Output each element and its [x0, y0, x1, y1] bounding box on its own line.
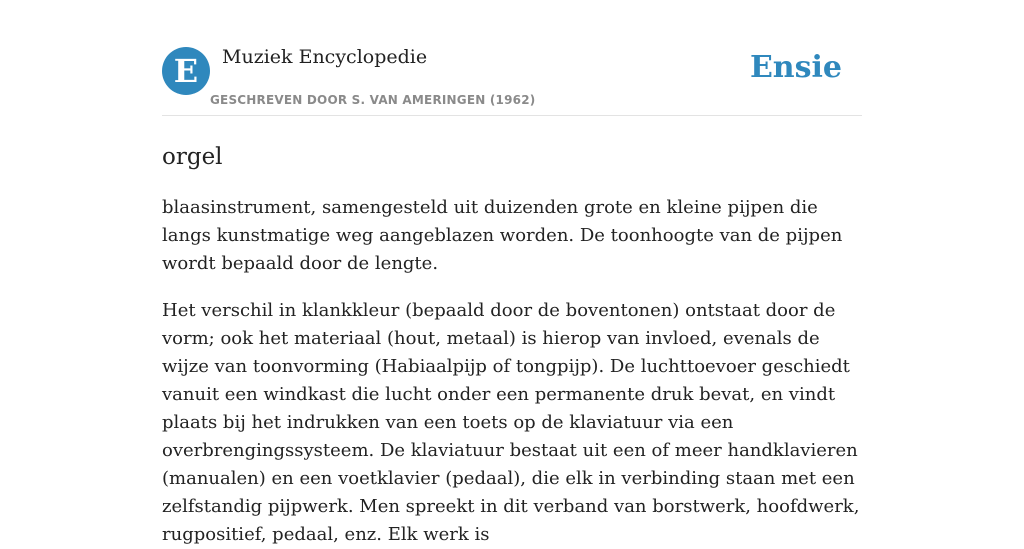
- author-line: GESCHREVEN DOOR S. VAN AMERINGEN (1962): [210, 93, 536, 107]
- book-title-link[interactable]: Muziek Encyclopedie: [222, 46, 428, 68]
- site-header: [162, 0, 862, 116]
- ensie-brand-logo[interactable]: Ensie: [749, 50, 842, 85]
- article-paragraph-1: blaasinstrument, samengesteld uit duizenden grote en kleine pijpen die langs kunstmatige weg aangeblazen worden. De toonhoogte van de pijpen wordt bepaald door de lengte.: [162, 197, 843, 274]
- content-container: [162, 0, 862, 549]
- article: [162, 142, 862, 549]
- entry-title: orgel: [162, 144, 223, 170]
- article-paragraph-2: Het verschil in klankkleur (bepaald door de boventonen) ontstaat door de vorm; ook het materiaal (hout, metaal) is hierop van invloed, evenals de wijze van toonvorming (Habiaalpijp of tongpijp). De luchttoevoer geschiedt vanuit een windkast die lucht onder een permanente druk bevat, en vindt plaats bij het indrukken van een toets op de klaviatuur via een overbrengingssysteem. De klaviatuur bestaat uit een of meer handklavieren (manualen) en een voetklavier (pedaal), die elk in verbinding staan met een zelfstandig pijpwerk. Men spreekt in dit verband van borstwerk, hoofdwerk, rugpositief, pedaal, enz. Elk werk is: [162, 300, 860, 545]
- book-logo[interactable]: E: [162, 47, 210, 95]
